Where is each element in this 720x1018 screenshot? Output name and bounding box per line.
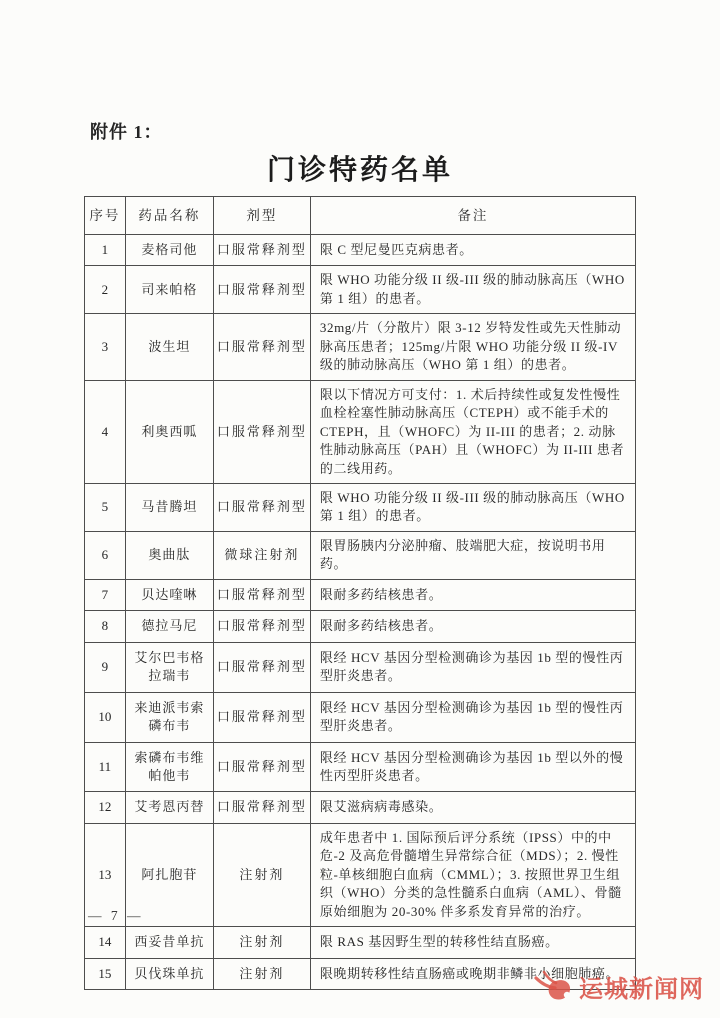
drug-name-cell: 艾尔巴韦格拉瑞韦 xyxy=(125,642,213,692)
dosage-form-cell: 口服常释剂型 xyxy=(213,611,310,642)
dosage-form-cell: 口服常释剂型 xyxy=(213,792,310,823)
table-row xyxy=(85,692,636,742)
dosage-form-cell: 口服常释剂型 xyxy=(213,483,310,531)
page-title: 门诊特药名单 xyxy=(266,155,453,186)
drug-name-cell: 司来帕格 xyxy=(125,266,213,314)
dosage-form-cell: 口服常释剂型 xyxy=(213,235,310,266)
row-no-cell: 14 xyxy=(85,927,126,958)
drug-name-cell: 贝达喹啉 xyxy=(125,579,213,610)
note-cell: 限经 HCV 基因分型检测确诊为基因 1b 型的慢性丙型肝炎患者。 xyxy=(310,642,635,692)
watermark-text: 运城新闻网 xyxy=(579,975,704,1003)
drug-name-cell: 利奥西呱 xyxy=(125,380,213,483)
row-no-cell: 8 xyxy=(85,611,126,642)
note-cell: 限 WHO 功能分级 II 级-III 级的肺动脉高压（WHO 第 1 组）的患者。 xyxy=(310,266,635,314)
table-row xyxy=(85,579,636,610)
note-cell: 限 RAS 基因野生型的转移性结直肠癌。 xyxy=(310,927,635,958)
header-cell-name: 药品名称 xyxy=(125,197,213,235)
table-row xyxy=(85,823,636,926)
dosage-form-cell: 微球注射剂 xyxy=(213,531,310,579)
dosage-form-cell: 口服常释剂型 xyxy=(213,266,310,314)
row-no-cell: 15 xyxy=(85,958,126,989)
drug-name-cell: 麦格司他 xyxy=(125,235,213,266)
header-cell-no: 序号 xyxy=(85,197,126,235)
drug-name-cell: 贝伐珠单抗 xyxy=(125,958,213,989)
dosage-form-cell: 注射剂 xyxy=(213,823,310,926)
note-cell: 限以下情况方可支付：1. 术后持续性或复发性慢性血栓栓塞性肺动脉高压（CTEPH）或不能手术的 CTEPH，且（WHOFC）为 II-III 的患者；2. 动脉性肺动脉高压（PAH）且（WHOFC）为 II-III 患者的二线用药。 xyxy=(310,380,635,483)
drug-name-cell: 西妥昔单抗 xyxy=(125,927,213,958)
drug-name-cell: 波生坦 xyxy=(125,314,213,380)
dosage-form-cell: 注射剂 xyxy=(213,927,310,958)
row-no-cell: 3 xyxy=(85,314,126,380)
row-no-cell: 5 xyxy=(85,483,126,531)
page-number: — 7 — xyxy=(88,908,144,923)
drug-name-cell: 来迪派韦索磷布韦 xyxy=(125,692,213,742)
drug-name-cell: 索磷布韦维帕他韦 xyxy=(125,742,213,792)
note-cell: 限经 HCV 基因分型检测确诊为基因 1b 型以外的慢性丙型肝炎患者。 xyxy=(310,742,635,792)
header-row xyxy=(85,197,636,235)
row-no-cell: 4 xyxy=(85,380,126,483)
row-no-cell: 10 xyxy=(85,692,126,742)
note-cell: 限耐多药结核患者。 xyxy=(310,579,635,610)
table-row xyxy=(85,642,636,692)
table-row xyxy=(85,266,636,314)
header-cell-form: 剂型 xyxy=(213,197,310,235)
table-row xyxy=(85,483,636,531)
drug-name-cell: 艾考恩丙替 xyxy=(125,792,213,823)
drug-name-cell: 阿扎胞苷 xyxy=(125,823,213,926)
dosage-form-cell: 注射剂 xyxy=(213,958,310,989)
row-no-cell: 12 xyxy=(85,792,126,823)
row-no-cell: 13 xyxy=(85,823,126,926)
drug-name-cell: 马昔腾坦 xyxy=(125,483,213,531)
table-row xyxy=(85,792,636,823)
note-cell: 限耐多药结核患者。 xyxy=(310,611,635,642)
note-cell: 限胃肠胰内分泌肿瘤、肢端肥大症，按说明书用药。 xyxy=(310,531,635,579)
note-cell: 限 WHO 功能分级 II 级-III 级的肺动脉高压（WHO 第 1 组）的患者。 xyxy=(310,483,635,531)
dosage-form-cell: 口服常释剂型 xyxy=(213,579,310,610)
drug-name-cell: 奥曲肽 xyxy=(125,531,213,579)
table-body xyxy=(85,235,636,990)
note-cell: 限艾滋病病毒感染。 xyxy=(310,792,635,823)
table-row xyxy=(85,314,636,380)
row-no-cell: 2 xyxy=(85,266,126,314)
note-cell: 限晚期转移性结直肠癌或晚期非鳞非小细胞肺癌。 xyxy=(310,958,635,989)
dosage-form-cell: 口服常释剂型 xyxy=(213,642,310,692)
note-cell: 限经 HCV 基因分型检测确诊为基因 1b 型的慢性丙型肝炎患者。 xyxy=(310,692,635,742)
dosage-form-cell: 口服常释剂型 xyxy=(213,314,310,380)
header-cell-note: 备注 xyxy=(310,197,635,235)
table-row xyxy=(85,531,636,579)
table-header xyxy=(85,197,636,235)
row-no-cell: 11 xyxy=(85,742,126,792)
watermark xyxy=(534,968,704,1004)
table-row xyxy=(85,611,636,642)
dosage-form-cell: 口服常释剂型 xyxy=(213,692,310,742)
row-no-cell: 6 xyxy=(85,531,126,579)
table-row xyxy=(85,927,636,958)
drug-name-cell: 德拉马尼 xyxy=(125,611,213,642)
table-row xyxy=(85,235,636,266)
note-cell: 32mg/片（分散片）限 3-12 岁特发性或先天性肺动脉高压患者；125mg/片限 WHO 功能分级 II 级-IV 级的肺动脉高压（WHO 第 1 组）的患者。 xyxy=(310,314,635,380)
note-cell: 限 C 型尼曼匹克病患者。 xyxy=(310,235,635,266)
dosage-form-cell: 口服常释剂型 xyxy=(213,742,310,792)
table-row xyxy=(85,380,636,483)
table-row xyxy=(85,742,636,792)
attachment-label: 附件 1： xyxy=(90,122,163,142)
row-no-cell: 1 xyxy=(85,235,126,266)
news-logo-bird-icon xyxy=(534,968,574,1004)
row-no-cell: 9 xyxy=(85,642,126,692)
note-cell: 成年患者中 1. 国际预后评分系统（IPSS）中的中危-2 及高危骨髓增生异常综合征（MDS）；2. 慢性粒-单核细胞白血病（CMML）；3. 按照世界卫生组织（WHO）分类的急性髓系白血病（AML）、骨髓原始细胞为 20-30% 伴多系发育异常的治疗。 xyxy=(310,823,635,926)
dosage-form-cell: 口服常释剂型 xyxy=(213,380,310,483)
drug-list-table xyxy=(84,196,636,990)
row-no-cell: 7 xyxy=(85,579,126,610)
